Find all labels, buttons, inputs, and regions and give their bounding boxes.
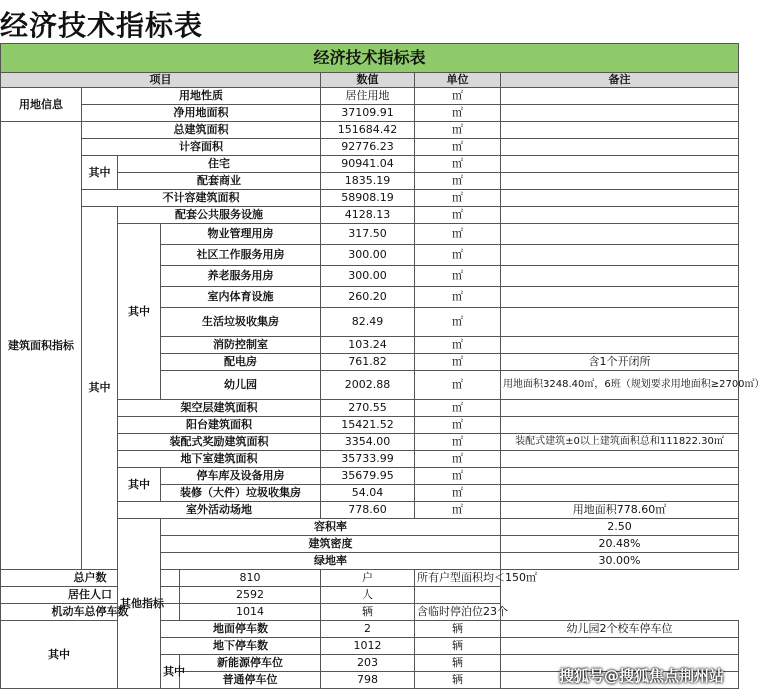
table-row: 居住人口 2592 人 xyxy=(1,587,739,604)
table-row: 建筑密度 20.48% xyxy=(1,536,739,553)
table-row: 用地信息 用地性质 居住用地 ㎡ xyxy=(1,88,739,105)
table-row: 建筑面积指标 总建筑面积 151684.42 ㎡ xyxy=(1,122,739,139)
table-row: 配套商业 1835.19 ㎡ xyxy=(1,173,739,190)
table-row: 装配式奖励建筑面积 3354.00 ㎡ 装配式建筑±0以上建筑面积总和111822.30㎡ xyxy=(1,434,739,451)
table-row: 净用地面积 37109.91 ㎡ xyxy=(1,105,739,122)
table-row: 装修（大件）垃圾收集房 54.04 ㎡ xyxy=(1,485,739,502)
table-row: 其中 新能源停车位 203 辆 xyxy=(1,655,739,672)
table-row: 机动车总停车数 1014 辆 含临时停泊位23个 xyxy=(1,604,739,621)
table-row: 不计容建筑面积 58908.19 ㎡ xyxy=(1,190,739,207)
table-row: 地下停车数 1012 辆 xyxy=(1,638,739,655)
table-row: 社区工作服务用房 300.00 ㎡ xyxy=(1,245,739,266)
table-row: 其中 配套公共服务设施 4128.13 ㎡ xyxy=(1,207,739,224)
table-row: 室外活动场地 778.60 ㎡ 用地面积778.60㎡ xyxy=(1,502,739,519)
economic-indicators-table xyxy=(0,43,765,689)
table-row: 其中 地面停车数 2 辆 幼儿园2个校车停车位 xyxy=(1,621,739,638)
table-row: 计容面积 92776.23 ㎡ xyxy=(1,139,739,156)
table-row: 其中 住宅 90941.04 ㎡ xyxy=(1,156,739,173)
table-banner: 经济技术指标表 xyxy=(1,44,739,73)
group-building: 建筑面积指标 xyxy=(1,122,82,570)
table-row: 总户数 810 户 所有户型面积均＜150㎡ xyxy=(1,570,739,587)
table-row: 消防控制室 103.24 ㎡ xyxy=(1,337,739,354)
table-row: 其中 停车库及设备用房 35679.95 ㎡ xyxy=(1,468,739,485)
header-item: 项目 xyxy=(1,73,321,88)
table-row: 养老服务用房 300.00 ㎡ xyxy=(1,266,739,287)
table-row: 幼儿园 2002.88 ㎡ 用地面积3248.40㎡，6班（规划要求用地面积≥2700㎡） xyxy=(1,371,739,400)
table-row: 其他指标 容积率 2.50 xyxy=(1,519,739,536)
header-note: 备注 xyxy=(501,73,739,88)
header-row xyxy=(1,73,739,88)
group-other: 其他指标 xyxy=(118,519,161,689)
table-row: 普通停车位 798 辆 xyxy=(1,672,739,689)
table-row: 室内体育设施 260.20 ㎡ xyxy=(1,287,739,308)
watermark: 搜狐号@搜狐焦点荆州站 xyxy=(558,667,724,685)
header-unit: 单位 xyxy=(415,73,501,88)
table-row: 架空层建筑面积 270.55 ㎡ xyxy=(1,400,739,417)
page-title: 经济技术指标表 xyxy=(0,9,204,42)
header-value: 数值 xyxy=(321,73,415,88)
table-row: 地下室建筑面积 35733.99 ㎡ xyxy=(1,451,739,468)
table-row: 生活垃圾收集房 82.49 ㎡ xyxy=(1,308,739,337)
table-row: 绿地率 30.00% xyxy=(1,553,739,570)
table-row: 其中 物业管理用房 317.50 ㎡ xyxy=(1,224,739,245)
table-row: 配电房 761.82 ㎡ 含1个开闭所 xyxy=(1,354,739,371)
group-land: 用地信息 xyxy=(1,88,82,122)
table-row: 阳台建筑面积 15421.52 ㎡ xyxy=(1,417,739,434)
